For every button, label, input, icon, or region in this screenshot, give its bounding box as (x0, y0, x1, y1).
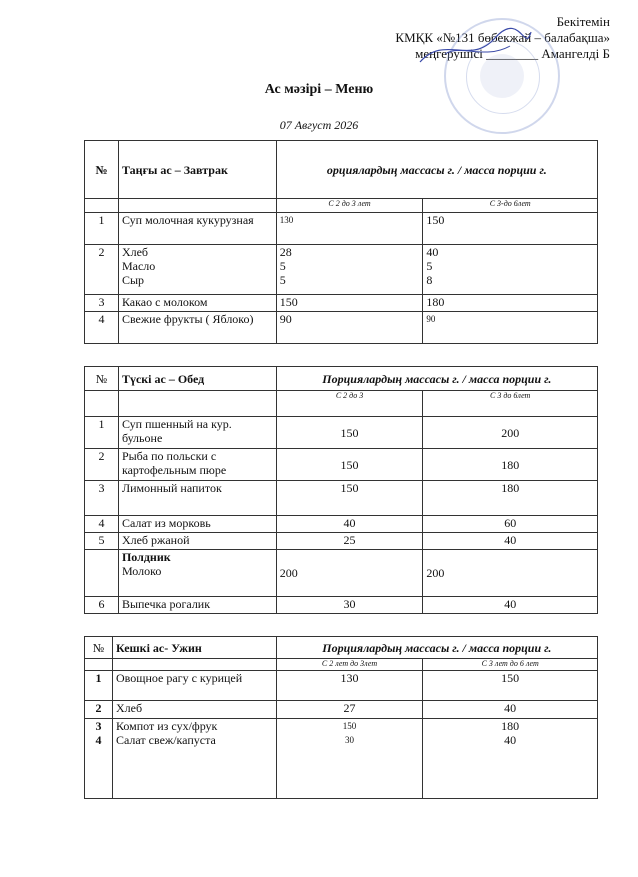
age-group-1: С 2 до 3 лет (276, 199, 423, 213)
dish-name: Лимонный напиток (118, 481, 276, 516)
signature (415, 24, 535, 74)
age-group-1: С 2 до 3 (276, 391, 423, 417)
dish-name: Хлеб ржаной (118, 533, 276, 550)
dish-line: Молоко (121, 564, 162, 578)
col-no-header: № (85, 141, 119, 199)
table-row (85, 550, 598, 597)
dinner-table (84, 636, 598, 799)
table-row (85, 295, 598, 312)
portion-3-6: 180 (423, 449, 598, 481)
portion-line: 30 (345, 735, 354, 745)
empty-cell (118, 391, 276, 417)
dish-name: Суп молочная кукурузная (118, 213, 276, 245)
portion-3-6: 200 (423, 550, 598, 597)
dish-name: Салат из морковь (118, 516, 276, 533)
portion-2-3: 90 (276, 312, 423, 344)
empty-cell (85, 199, 119, 213)
dinner-subheader-row (85, 659, 598, 671)
row-number: 3 (85, 295, 119, 312)
portion-3-6: 180 (423, 295, 598, 312)
portion-2-3: 40 (276, 516, 423, 533)
portion-3-6: 60 (423, 516, 598, 533)
portion-2-3 (276, 245, 423, 295)
portion-2-3: 25 (276, 533, 423, 550)
portion-3-6: 200 (423, 417, 598, 449)
lunch-subheader-row (85, 391, 598, 417)
portion-2-3: 150 (276, 449, 423, 481)
row-number-line: 3 (95, 719, 102, 733)
portion-line: 180 (501, 719, 520, 733)
col-meal-header: Таңғы ас – Завтрак (118, 141, 276, 199)
portion-2-3: 200 (276, 550, 423, 597)
col-portion-header: Порциялардың массасы г. / масса порции г. (276, 637, 597, 659)
age-group-2: С 3 лет до 6 лет (423, 659, 598, 671)
breakfast-header-row (85, 141, 598, 199)
row-number (85, 719, 113, 799)
portion-2-3: 30 (276, 597, 423, 614)
dinner-header-row (85, 637, 598, 659)
portion-2-3: 130 (276, 671, 423, 701)
dish-name (118, 550, 276, 597)
row-number: 1 (85, 671, 113, 701)
row-number: 2 (85, 245, 119, 295)
portion-2-3 (276, 719, 423, 799)
dish-line: Хлеб (121, 245, 149, 259)
col-portion-header: Порциялардың массасы г. / масса порции г. (276, 367, 597, 391)
row-number: 4 (85, 312, 119, 344)
table-row (85, 597, 598, 614)
empty-cell (118, 199, 276, 213)
row-number: 1 (85, 417, 119, 449)
portion-2-3: 150 (276, 295, 423, 312)
snack-heading: Полдник (121, 550, 171, 564)
portion-line: 40 (426, 245, 439, 259)
dish-name: Овощное рагу с курицей (112, 671, 276, 701)
dish-name: Какао с молоком (118, 295, 276, 312)
row-number: 5 (85, 533, 119, 550)
dish-name: Рыба по польски с картофельным пюре (118, 449, 276, 481)
row-number: 6 (85, 597, 119, 614)
empty-cell (85, 391, 119, 417)
row-number: 3 (85, 481, 119, 516)
row-number-line: 4 (95, 733, 102, 747)
table-row (85, 312, 598, 344)
dish-line: Салат свеж/капуста (115, 733, 216, 747)
dish-name: Выпечка рогалик (118, 597, 276, 614)
portion-3-6: 150 (423, 671, 598, 701)
portion-2-3: 27 (276, 701, 423, 719)
portion-line: 5 (279, 273, 286, 287)
portion-3-6 (423, 245, 598, 295)
portion-line: 5 (426, 259, 433, 273)
lunch-table (84, 366, 598, 614)
table-row (85, 533, 598, 550)
empty-cell (85, 659, 113, 671)
dish-name (112, 719, 276, 799)
table-row (85, 516, 598, 533)
portion-3-6: 90 (423, 312, 598, 344)
table-row (85, 449, 598, 481)
portion-3-6: 180 (423, 481, 598, 516)
portion-line: 150 (342, 721, 357, 731)
table-row (85, 671, 598, 701)
row-number: 1 (85, 213, 119, 245)
col-no-header: № (85, 367, 119, 391)
col-meal-header: Кешкі ас- Ужин (112, 637, 276, 659)
row-number (85, 550, 119, 597)
breakfast-subheader-row (85, 199, 598, 213)
page-title: Ас мәзірі – Меню (264, 82, 374, 97)
dish-name: Хлеб (112, 701, 276, 719)
dish-name (118, 245, 276, 295)
portion-3-6 (423, 719, 598, 799)
row-number: 2 (85, 701, 113, 719)
empty-cell (112, 659, 276, 671)
portion-2-3: 150 (276, 417, 423, 449)
breakfast-table (84, 140, 598, 344)
table-row (85, 245, 598, 295)
lunch-header-row (85, 367, 598, 391)
portion-line: 5 (279, 259, 286, 273)
portion-line: 28 (279, 245, 292, 259)
table-row (85, 481, 598, 516)
table-row (85, 719, 598, 799)
dish-line: Масло (121, 259, 156, 273)
portion-3-6: 40 (423, 533, 598, 550)
col-no-header: № (85, 637, 113, 659)
approval-line-3: меңгерушісі ________ Амангелді Б (415, 46, 610, 61)
portion-3-6: 40 (423, 597, 598, 614)
portion-line: 40 (504, 733, 517, 747)
menu-date: 07 Август 2026 (279, 118, 359, 132)
dish-line: Компот из сух/фрук (115, 719, 218, 733)
portion-2-3: 150 (276, 481, 423, 516)
portion-2-3: 130 (276, 213, 423, 245)
row-number: 4 (85, 516, 119, 533)
col-meal-header: Түскі ас – Обед (118, 367, 276, 391)
dish-name: Суп пшенный на кур. бульоне (118, 417, 276, 449)
dish-line: Сыр (121, 273, 145, 287)
approval-line-1: Бекітемін (556, 14, 610, 29)
approval-line-2: КМҚК «№131 бөбекжай – балабақша» (395, 30, 610, 45)
portion-3-6: 40 (423, 701, 598, 719)
age-group-2: С 3-до 6лет (423, 199, 598, 213)
dish-name: Свежие фрукты ( Яблоко) (118, 312, 276, 344)
age-group-1: С 2 лет до 3лет (276, 659, 423, 671)
row-number: 2 (85, 449, 119, 481)
portion-line: 8 (426, 273, 433, 287)
col-portion-header: орциялардың массасы г. / масса порции г. (276, 141, 597, 199)
portion-3-6: 150 (423, 213, 598, 245)
table-row (85, 417, 598, 449)
age-group-2: С 3 до 6лет (423, 391, 598, 417)
table-row (85, 213, 598, 245)
table-row (85, 701, 598, 719)
